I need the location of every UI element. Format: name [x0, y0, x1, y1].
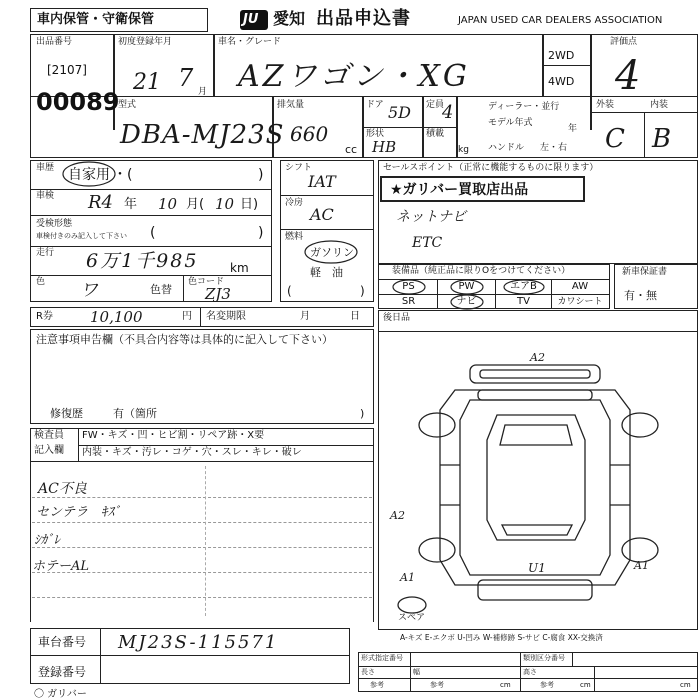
load-unit: kg: [458, 145, 469, 155]
exterior-grade: C: [605, 124, 625, 154]
capacity-value: 4: [442, 102, 454, 123]
lot-label: 出品番号: [36, 37, 73, 47]
recv-close: ): [258, 225, 264, 241]
history-value: 自家用: [68, 167, 110, 183]
shift-label: シフト: [285, 163, 313, 173]
drive-2wd: 2WD: [548, 49, 575, 62]
ref-3: 参考: [540, 681, 554, 689]
damage-mark-roof: A2: [530, 351, 545, 364]
inspector-label-2: 記入欄: [34, 445, 64, 456]
equip-navi: ナビ: [438, 295, 496, 309]
fuel-label: 燃料: [285, 232, 304, 242]
ju-logo-icon: JU: [240, 10, 268, 30]
recv-note: 車検付きのみ記入して下さい: [36, 232, 127, 240]
steering-label: ハンドル: [488, 143, 525, 153]
color-code-value: ZJ3: [205, 285, 231, 303]
displacement-label: 排気量: [277, 100, 305, 110]
ref-2: 参考: [430, 681, 444, 689]
inspector-note-1: AC不良: [38, 481, 87, 497]
equip-aw: AW: [571, 281, 589, 292]
fuel-gasoline: ガソリン: [310, 246, 354, 259]
model-designation-label: 形式指定番号: [361, 654, 403, 662]
interior-label: 内装: [650, 100, 669, 110]
fuel-open: (: [287, 284, 292, 298]
inspection-month: 10: [158, 195, 178, 213]
sales-banner: ★ガリバー買取店出品: [390, 182, 529, 198]
mileage-label: 走行: [36, 248, 55, 258]
footer-stub: 〇 ガリバー: [34, 689, 87, 700]
name-change-month: 月: [300, 311, 310, 322]
recycle-value: 10,100: [90, 308, 143, 326]
load-label: 積載: [426, 129, 445, 139]
unit-cm-2: cm: [580, 681, 591, 689]
inspector-row-1: FW・キズ・凹・ヒビ割・リペア跡・X要: [82, 430, 265, 441]
height-label: 高さ: [523, 668, 537, 676]
first-reg-label: 初度登録年月: [118, 37, 173, 47]
inspection-day-unit: 日): [240, 197, 259, 212]
exterior-label: 外装: [596, 100, 615, 110]
recycle-label: R券: [36, 311, 53, 322]
width-label: 幅: [413, 668, 420, 676]
inspector-label: 検査員: [34, 430, 64, 441]
equip-airbag: エアB: [496, 280, 552, 294]
damage-mark-rear-right: A1: [634, 559, 649, 572]
damage-legend: A-キズ E-エクボ U-凹み W-補修跡 S-サビ C-腐食 XX-交換済: [400, 633, 603, 642]
first-reg-year: 21: [133, 70, 161, 95]
drive-4wd: 4WD: [548, 75, 575, 88]
mileage-value: 6万1千985: [86, 250, 199, 272]
steering-options: 左・右: [540, 143, 568, 153]
color-value: ワ: [80, 280, 98, 301]
equipment-label: 装備品（純正品に限りOをつけてください）: [392, 266, 571, 276]
doors-value: 5D: [388, 103, 412, 122]
org-name: 愛知: [273, 9, 306, 28]
sales-points-label: セールスポイント（正常に機能するものに限ります）: [383, 163, 599, 173]
equip-leather: カワシート: [557, 297, 603, 307]
model-name-value: AZワゴン・XG: [238, 59, 470, 94]
history-paren: ・(: [113, 167, 133, 183]
dealer-line: ディーラー・並行: [488, 102, 560, 112]
shape-value: HB: [372, 138, 397, 156]
fuel-close: ): [360, 284, 365, 298]
equip-tv: TV: [496, 295, 552, 309]
damage-mark-left: A2: [390, 509, 405, 522]
inspector-note-2: センテラ ｷｽﾞ: [36, 505, 121, 520]
registration-label: 登録番号: [38, 665, 87, 679]
equip-ps: PS: [380, 280, 438, 294]
rating-value: 4: [615, 53, 641, 99]
category-number-label: 類別区分番号: [523, 654, 565, 662]
lot-bracket: [2107]: [47, 63, 87, 77]
recycle-unit: 円: [182, 311, 192, 322]
sales-note-2: ETC: [412, 235, 443, 251]
fuel-diesel: 軽 油: [310, 266, 343, 279]
color-swap-label: 色替: [150, 283, 172, 296]
form-title: 出品申込書: [316, 8, 411, 29]
new-warranty-label: 新車保証書: [622, 267, 668, 277]
storage-note: 車内保管・守衛保管: [37, 12, 155, 27]
shift-value: IAT: [308, 172, 336, 191]
model-year-label: モデル年式: [488, 118, 533, 128]
inspection-year-unit: 年: [124, 197, 138, 212]
doors-label: ドア: [366, 100, 384, 110]
aircon-label: 冷房: [285, 198, 304, 208]
unit-cm-3: cm: [680, 681, 691, 689]
type-value: DBA-MJ23S: [120, 120, 285, 150]
chassis-label: 車台番号: [38, 635, 87, 649]
aircon-value: AC: [310, 205, 334, 224]
first-reg-month: 7: [178, 64, 194, 92]
model-name-label: 車名・グレード: [218, 37, 282, 47]
history-close: ): [258, 167, 264, 183]
mileage-unit: km: [230, 261, 249, 275]
equip-pw: PW: [438, 280, 496, 294]
chassis-value: MJ23S-115571: [118, 632, 279, 653]
damage-mark-rear-left: A1: [400, 571, 415, 584]
repair-value: 有（箇所: [113, 407, 157, 420]
repair-close: ): [360, 407, 365, 420]
type-label: 型式: [118, 100, 137, 110]
inspector-note-4: ホテーAL: [32, 559, 90, 574]
equip-sr: SR: [380, 295, 438, 309]
ref-1: 参考: [370, 681, 384, 689]
capacity-label: 定員: [426, 100, 445, 110]
inspection-value: R4: [88, 192, 114, 213]
length-label: 長さ: [361, 668, 375, 676]
damage-mark-rear: U1: [528, 561, 546, 575]
rating-label: 評価点: [610, 37, 638, 47]
lot-number: 00089: [36, 88, 120, 116]
unit-cm-1: cm: [500, 681, 511, 689]
color-code-label: 色コード: [188, 277, 225, 287]
displacement-value: 660: [290, 122, 329, 146]
inspector-row-2: 内装・キズ・汚レ・コゲ・穴・スレ・キレ・破レ: [82, 447, 302, 458]
inspection-label: 車検: [36, 191, 55, 201]
interior-grade: B: [652, 124, 672, 154]
shape-label: 形状: [366, 129, 385, 139]
recv-paren: (: [150, 225, 156, 241]
inspection-month-unit: 月(: [186, 197, 205, 212]
notes-label: 注意事項申告欄（不具合内容等は具体的に記入して下さい）: [36, 333, 333, 346]
model-year-unit: 年: [568, 124, 578, 134]
recv-label: 受検形態: [36, 219, 73, 229]
inspection-day: 10: [215, 195, 235, 213]
repair-label: 修復歴: [50, 407, 83, 420]
new-warranty-options: 有・無: [624, 289, 657, 302]
inspector-note-3: ｼｶﾞﾚ: [34, 533, 60, 548]
history-label: 車歴: [36, 163, 55, 173]
rear-seat-label: 後日品: [383, 313, 411, 323]
color-label: 色: [36, 277, 46, 287]
name-change-day: 日: [350, 311, 360, 322]
displacement-unit: cc: [345, 143, 358, 156]
first-reg-month-unit: 月: [198, 87, 208, 97]
assoc-name: JAPAN USED CAR DEALERS ASSOCIATION: [458, 15, 663, 26]
sales-note-1: ネットナビ: [396, 209, 466, 225]
spare-label: スペア: [398, 613, 426, 623]
name-change-label: 名変期限: [206, 311, 246, 322]
